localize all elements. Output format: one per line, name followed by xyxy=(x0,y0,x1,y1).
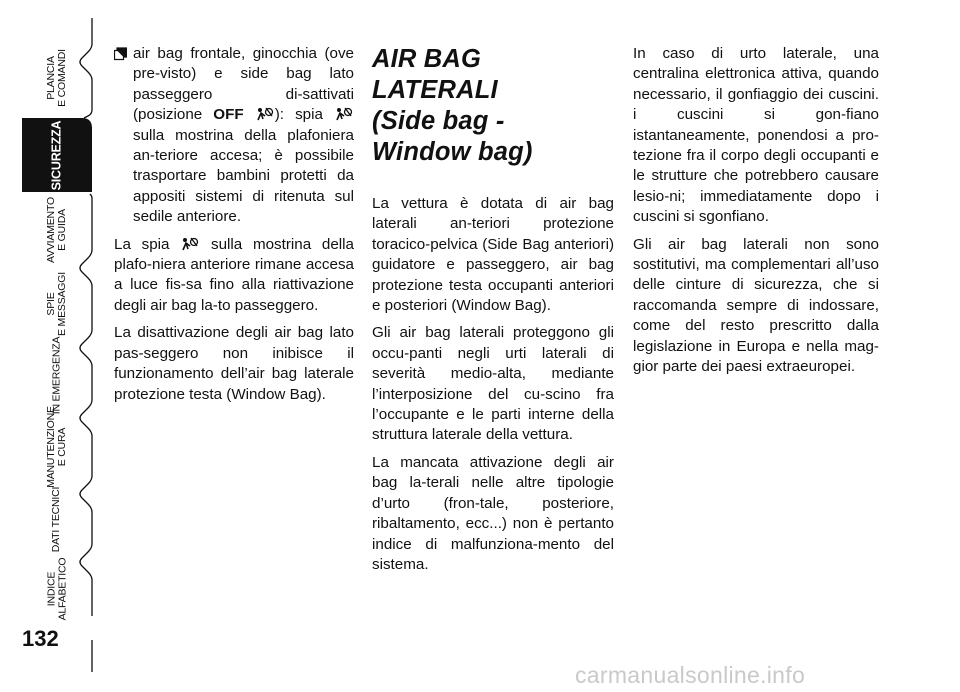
bullet-text-c: sulla mostrina della plafoniera an-teriore accesa; è possibile trasportare bambini protetti da appositi sistemi di ritenuta sul sedile anteriore. xyxy=(133,126,354,226)
heading-line: Window bag) xyxy=(372,138,533,166)
tab-plancia-e-comandi[interactable] xyxy=(22,36,92,120)
bullet-item xyxy=(114,44,354,228)
tab-in-emergenza[interactable] xyxy=(22,336,92,414)
tab-label: AVVIAMENTO E GUIDA xyxy=(44,197,68,263)
tab-label: IN EMERGENZA xyxy=(50,336,63,414)
tab-sicurezza[interactable] xyxy=(22,118,92,192)
tab-manutenzione-e-cura[interactable] xyxy=(22,406,92,488)
column-1 xyxy=(114,44,354,412)
tab-dati-tecnici[interactable] xyxy=(22,484,92,554)
watermark: carmanualsonline.info xyxy=(575,662,806,688)
column-3 xyxy=(633,44,879,385)
tab-label: SICUREZZA xyxy=(49,120,64,190)
paragraph: La mancata attivazione degli air bag la-terali nelle altre tipologie d’urto (fron-tale, posteriore, ribaltamento, ecc...) non è pertanto indice di malfunziona-mento del sistema. xyxy=(372,453,614,573)
paragraph: Gli air bag laterali non sono sostitutivi, ma complementari all’uso delle cinture di sicurezza, che si raccomanda sempre di indossare, come del resto prescritto dalla legislazione in Europa e nella mag-gior parte dei paesi extraeuropei. xyxy=(633,235,879,376)
column-2 xyxy=(372,44,614,582)
tab-label: INDICE ALFABETICO xyxy=(45,557,68,621)
bullet-text-b: ): spia xyxy=(274,106,323,124)
paragraph xyxy=(114,235,354,317)
tab-spie-e-messaggi[interactable] xyxy=(22,268,92,340)
tab-label: SPIE E MESSAGGI xyxy=(45,272,68,336)
airbag-off-icon xyxy=(181,237,199,251)
section-heading xyxy=(372,44,614,168)
tab-label: DATI TECNICI xyxy=(50,486,63,552)
paragraph: La vettura è dotata di air bag laterali an-teriori protezione toracico-pelvica (Side Bag anteriori) guidatore e passeggero, air bag protezione testa occupanti anteriori e posteriori (Window Bag). xyxy=(372,195,614,315)
p1-text-a: La spia xyxy=(114,235,181,253)
off-label: OFF xyxy=(213,106,244,124)
checkbox-bullet-icon xyxy=(114,47,127,61)
tab-label: MANUTENZIONE E CURA xyxy=(45,406,69,488)
paragraph: In caso di urto laterale, una centralina elettronica attiva, quando necessario, il gonfiaggio dei cuscini. i cuscini si gon-fiano istantaneamente, ponendosi a pro-tezione fra il corpo degli occupanti e le strutture che potrebbero causare lesio-ni; immediatamente dopo i cuscini si sgonfiano. xyxy=(633,45,879,226)
heading-line: (Side bag - xyxy=(372,107,505,135)
p1-text-b: sulla mostrina della plafo-niera anteriore rimane accesa a luce fis-sa fino alla riattivazione degli air bag la-to passeggero. xyxy=(114,235,354,314)
bullet-text-a: air bag frontale, ginocchia (ove pre-visto) e side bag lato passeggero di-sattivati (posizione xyxy=(133,45,354,124)
airbag-off-icon xyxy=(256,107,274,121)
paragraph: La disattivazione degli air bag lato pas-seggero non inibisce il funzionamento dell’air bag laterale protezione testa (Window Bag). xyxy=(114,324,354,403)
heading-line: AIR BAG LATERALI xyxy=(372,45,498,104)
airbag-off-icon xyxy=(335,107,353,121)
paragraph: Gli air bag laterali proteggono gli occu-panti negli urti laterali di severità medio-alta, mediante l’interposizione del cu-scino fra l’occupante e le parti interne della struttura laterale della vettura. xyxy=(372,324,614,444)
section-tabs xyxy=(0,0,100,692)
page-number: 132 xyxy=(22,626,59,651)
tab-label: PLANCIA E COMANDI xyxy=(45,49,68,107)
tab-indice-alfabetico[interactable] xyxy=(22,554,92,624)
tab-avviamento-e-guida[interactable] xyxy=(22,192,92,268)
